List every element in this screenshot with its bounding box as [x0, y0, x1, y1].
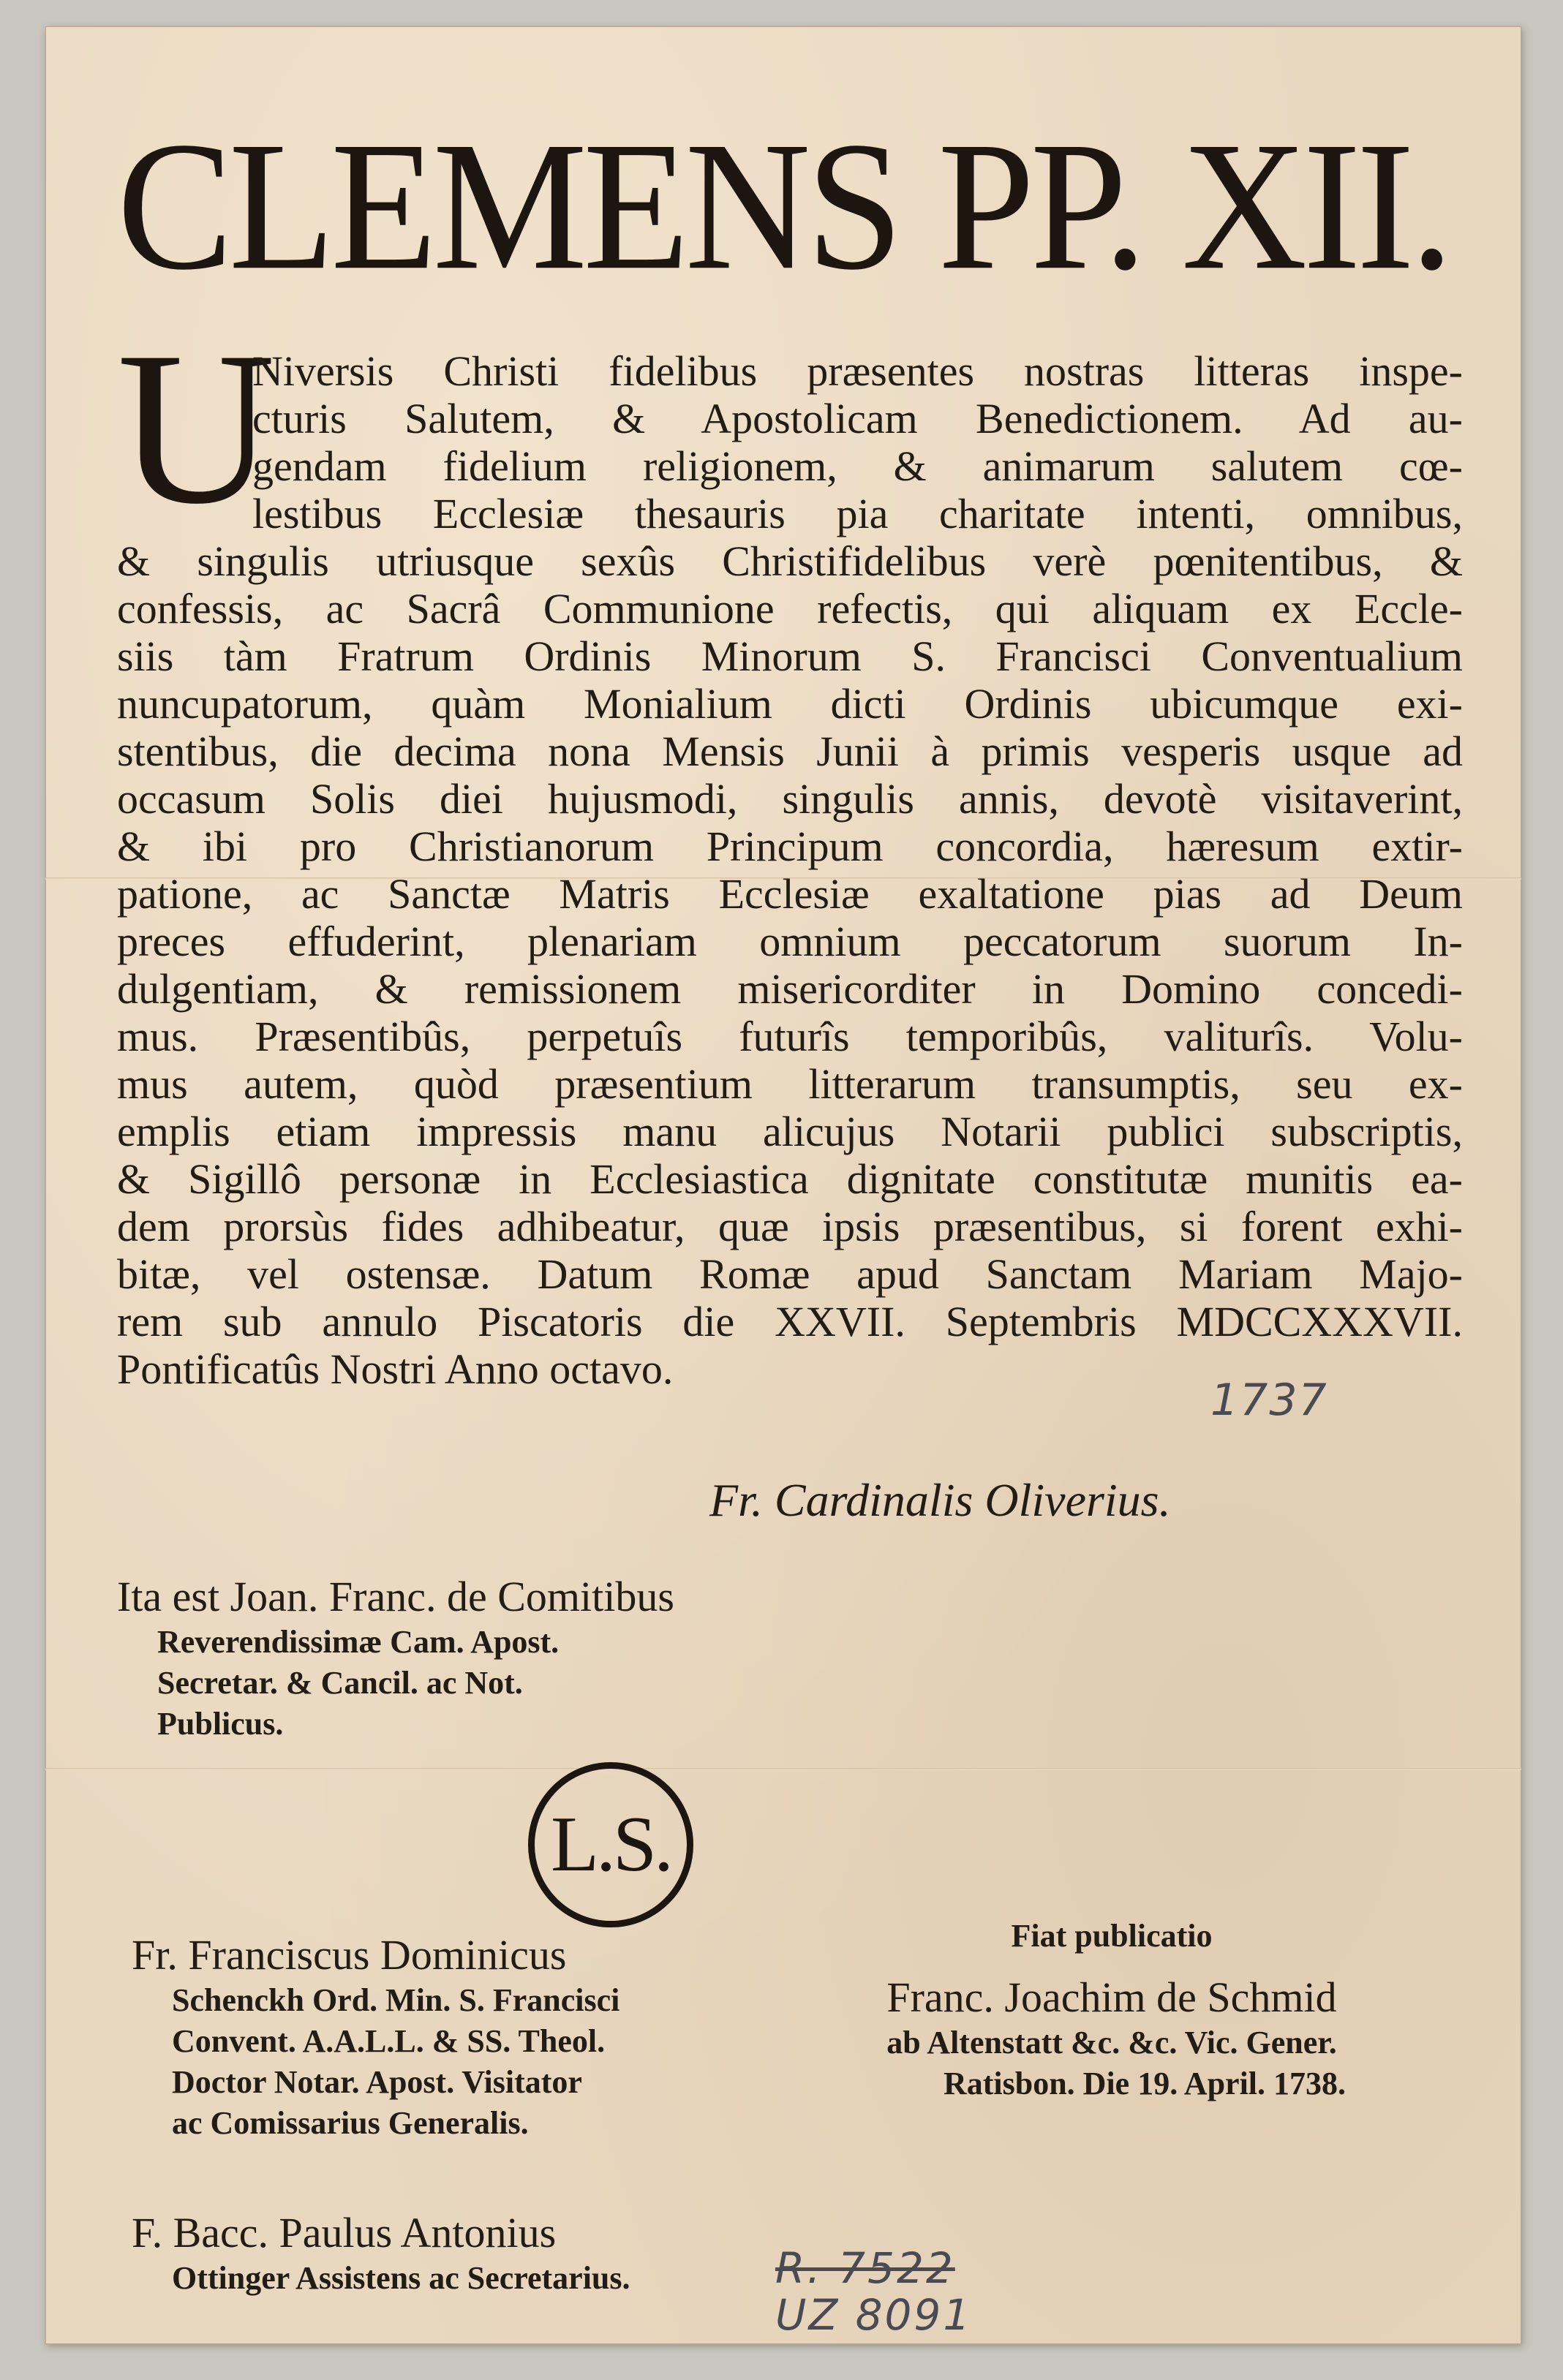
old-shelfmark-crossed-out: R. 7522 — [775, 2243, 955, 2293]
body-line: mus autem, quòd præsentium litterarum transumptis, seu ex- — [117, 1060, 1463, 1108]
drop-cap-initial: U — [117, 306, 276, 549]
paper-fold-crease — [45, 1768, 1521, 1770]
body-line: dem prorsùs fides adhibeatur, quæ ipsis præsentibus, si forent exhi- — [117, 1203, 1463, 1250]
body-line: dulgentiam, & remissionem misericorditer in Domino concedi- — [117, 965, 1463, 1013]
current-shelfmark: UZ 8091 — [775, 2290, 973, 2340]
notary-name: Ita est Joan. Franc. de Comitibus — [117, 1573, 674, 1620]
commissary-name: Fr. Franciscus Dominicus — [132, 1931, 567, 1979]
locus-sigilli-seal: L.S. — [528, 1762, 693, 1927]
archive-shelfmark — [775, 2245, 972, 2338]
body-line: gendam fidelium religionem, & animarum salutem cœ- — [252, 442, 1463, 490]
commissary-title-line: Schenckh Ord. Min. S. Francisci — [172, 1982, 620, 2018]
body-line: Niversis Christi fidelibus præsentes nostras litteras inspe- — [252, 347, 1463, 395]
body-line: siis tàm Fratrum Ordinis Minorum S. Francisci Conventualium — [117, 632, 1463, 680]
cardinal-signature: Fr. Cardinalis Oliverius. — [709, 1474, 1171, 1526]
notary-title-line: Publicus. — [157, 1706, 284, 1742]
body-line: & singulis utriusque sexûs Christifidelibus verè pœnitentibus, & — [117, 537, 1463, 585]
commissary-title-line: ac Comissarius Generalis. — [172, 2105, 529, 2141]
commissary-attestation — [132, 1930, 619, 2144]
commissary-title-line: Doctor Notar. Apost. Visitator — [172, 2064, 582, 2100]
vicar-title-line: ab Altenstatt &c. &c. Vic. Gener. — [886, 2025, 1337, 2060]
body-line: bitæ, vel ostensæ. Datum Romæ apud Sanctam Mariam Majo- — [117, 1250, 1463, 1298]
body-line: & ibi pro Christianorum Principum concordia, hæresum extir- — [117, 823, 1463, 870]
body-line: stentibus, die decima nona Mensis Junii à primis vesperis usque ad — [117, 728, 1463, 775]
body-line: cturis Salutem, & Apostolicam Benedictionem. Ad au- — [252, 395, 1463, 442]
body-line: nuncupatorum, quàm Monialium dicti Ordinis ubicumque exi- — [117, 680, 1463, 728]
body-line: occasum Solis diei hujusmodi, singulis annis, devotè visitaverint, — [117, 775, 1463, 823]
secretary-title-line: Ottinger Assistens ac Secretarius. — [172, 2260, 630, 2296]
handwritten-year-note: 1737 — [1210, 1375, 1328, 1426]
body-line: & Sigillô personæ in Ecclesiastica dignitate constitutæ munitis ea- — [117, 1155, 1463, 1203]
body-line: lestibus Ecclesiæ thesauris pia charitate intenti, omnibus, — [252, 490, 1463, 537]
secretary-name: F. Bacc. Paulus Antonius — [132, 2209, 557, 2256]
notary-title-line: Secretar. & Cancil. ac Not. — [157, 1665, 523, 1701]
vicar-name: Franc. Joachim de Schmid — [886, 1973, 1337, 2021]
vicar-date-line: Ratisbon. Die 19. April. 1738. — [943, 2066, 1347, 2101]
approval-header: Fiat publicatio — [1011, 1918, 1213, 1954]
commissary-title-line: Convent. A.A.L.L. & SS. Theol. — [172, 2023, 606, 2059]
body-line: emplis etiam impressis manu alicujus Notarii publici subscriptis, — [117, 1108, 1463, 1155]
notary-attestation — [117, 1572, 674, 1745]
body-line: confessis, ac Sacrâ Communione refectis, qui aliquam ex Eccle- — [117, 585, 1463, 632]
body-line-final: Pontificatûs Nostri Anno octavo. — [117, 1345, 674, 1393]
body-line: preces effuderint, plenariam omnium peccatorum suorum In- — [117, 918, 1463, 965]
vicar-general-approval — [812, 1916, 1412, 2104]
body-line: patione, ac Sanctæ Matris Ecclesiæ exaltatione pias ad Deum — [117, 870, 1463, 918]
body-line: rem sub annulo Piscatoris die XXVII. Septembris MDCCXXXVII. — [117, 1298, 1463, 1345]
body-line: mus. Præsentibûs, perpetuîs futurîs temporibûs, valiturîs. Volu- — [117, 1013, 1463, 1060]
secretary-attestation — [132, 2208, 630, 2299]
document-title: CLEMENS PP. XII. — [117, 104, 1450, 309]
notary-title-line: Reverendissimæ Cam. Apost. — [157, 1624, 560, 1660]
